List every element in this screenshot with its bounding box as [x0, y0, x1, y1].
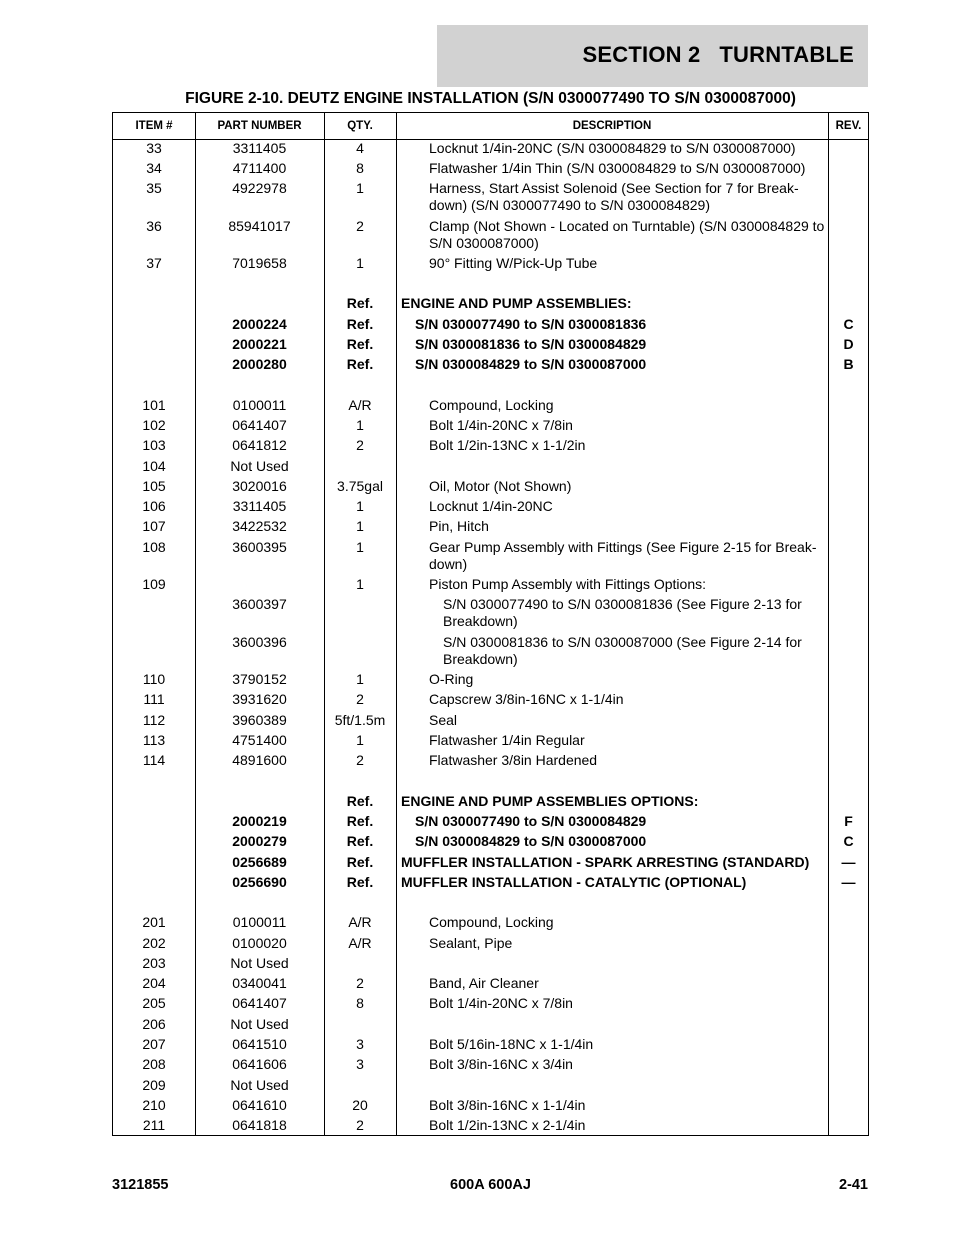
- cell-revision: C: [843, 833, 854, 849]
- cell-part-number: 3600396: [232, 634, 287, 650]
- column-header-item: ITEM #: [135, 120, 173, 132]
- cell-quantity: 1: [356, 518, 364, 534]
- cell-quantity: Ref.: [346, 813, 374, 829]
- cell-description: Bolt 3/8in-16NC x 3/4in: [429, 1056, 573, 1072]
- cell-part-number: 2000224: [232, 316, 287, 332]
- cell-quantity: 2: [356, 691, 364, 707]
- cell-quantity: 4: [356, 140, 364, 156]
- column-header-qty: QTY.: [347, 120, 373, 132]
- cell-part-number: 0100020: [232, 935, 287, 951]
- cell-item-number: 202: [142, 935, 166, 951]
- cell-revision: —: [841, 874, 856, 890]
- cell-quantity: 5ft/1.5m: [334, 712, 386, 728]
- cell-item-number: 105: [142, 478, 166, 494]
- cell-part-number: 3422532: [232, 518, 287, 534]
- cell-description: S/N 0300077490 to S/N 0300081836 (See Figure 2-13 for Breakdown): [443, 596, 802, 629]
- cell-description: Flatwasher 3/8in Hardened: [429, 752, 598, 768]
- cell-item-number: 205: [142, 995, 166, 1011]
- cell-item-number: 203: [142, 955, 166, 971]
- cell-description: Clamp (Not Shown - Located on Turntable) (S/N 0300084829 to S/N 0300087000): [429, 218, 825, 251]
- cell-part-number: 3600397: [232, 596, 287, 612]
- cell-part-number: 0641606: [232, 1056, 287, 1072]
- cell-quantity: Ref.: [346, 316, 374, 332]
- cell-description: Bolt 1/4in-20NC x 7/8in: [429, 995, 573, 1011]
- cell-quantity: 1: [356, 180, 364, 196]
- cell-part-number: 0256689: [232, 854, 287, 870]
- cell-item-number: 112: [142, 712, 166, 728]
- cell-quantity: Ref.: [346, 833, 374, 849]
- cell-item-number: 109: [142, 576, 166, 592]
- cell-item-number: 111: [143, 691, 165, 707]
- cell-item-number: 101: [142, 397, 166, 413]
- cell-quantity: 3: [356, 1036, 364, 1052]
- cell-quantity: 1: [356, 255, 364, 271]
- cell-part-number: 85941017: [228, 218, 291, 234]
- cell-quantity: 2: [356, 975, 364, 991]
- cell-quantity: 2: [356, 752, 364, 768]
- cell-description: Pin, Hitch: [429, 518, 489, 534]
- cell-part-number: 4711400: [232, 160, 287, 176]
- footer-page-number: 2-41: [838, 1177, 868, 1193]
- cell-part-number: Not Used: [230, 1016, 289, 1032]
- cell-description: Capscrew 3/8in-16NC x 1-1/4in: [429, 691, 624, 707]
- cell-quantity: Ref.: [346, 295, 374, 311]
- cell-quantity: 2: [356, 218, 364, 234]
- cell-description: Bolt 1/4in-20NC x 7/8in: [429, 417, 573, 433]
- cell-part-number: 0641407: [232, 417, 287, 433]
- cell-quantity: 1: [356, 671, 364, 687]
- cell-quantity: A/R: [348, 397, 372, 413]
- cell-description: MUFFLER INSTALLATION - SPARK ARRESTING (STANDARD): [401, 854, 810, 870]
- cell-revision: F: [844, 813, 853, 829]
- cell-revision: C: [843, 316, 854, 332]
- cell-description: S/N 0300084829 to S/N 0300087000: [415, 356, 647, 372]
- cell-part-number: 2000280: [232, 356, 287, 372]
- cell-description: Band, Air Cleaner: [429, 975, 539, 991]
- cell-part-number: 3960389: [232, 712, 287, 728]
- cell-item-number: 104: [142, 458, 166, 474]
- cell-description: ENGINE AND PUMP ASSEMBLIES OPTIONS:: [401, 793, 699, 809]
- cell-description: Bolt 1/2in-13NC x 2-1/4in: [429, 1117, 586, 1133]
- cell-quantity: Ref.: [346, 874, 374, 890]
- cell-part-number: 0100011: [232, 914, 287, 930]
- cell-part-number: 2000221: [232, 336, 287, 352]
- cell-item-number: 208: [142, 1056, 166, 1072]
- cell-part-number: 4751400: [232, 732, 287, 748]
- cell-quantity: 3: [356, 1056, 364, 1072]
- cell-part-number: 0340041: [232, 975, 287, 991]
- cell-part-number: 3020016: [232, 478, 287, 494]
- cell-revision: —: [841, 854, 856, 870]
- cell-item-number: 209: [142, 1077, 166, 1093]
- cell-revision: D: [843, 336, 854, 352]
- cell-item-number: 36: [146, 218, 162, 234]
- figure-title: FIGURE 2-10. DEUTZ ENGINE INSTALLATION (S/N 0300077490 TO S/N 0300087000): [185, 90, 796, 107]
- cell-item-number: 110: [142, 671, 166, 687]
- cell-item-number: 114: [142, 752, 166, 768]
- cell-quantity: A/R: [348, 914, 372, 930]
- cell-part-number: 4922978: [232, 180, 287, 196]
- cell-part-number: Not Used: [230, 955, 289, 971]
- cell-description: 90° Fitting W/Pick-Up Tube: [429, 255, 598, 271]
- cell-description: Sealant, Pipe: [429, 935, 513, 951]
- section-title: SECTION 2 TURNTABLE: [582, 42, 854, 67]
- cell-part-number: 0641610: [232, 1097, 287, 1113]
- cell-description: Bolt 3/8in-16NC x 1-1/4in: [429, 1097, 586, 1113]
- cell-item-number: 206: [142, 1016, 166, 1032]
- cell-quantity: 1: [356, 417, 364, 433]
- cell-item-number: 108: [142, 539, 166, 555]
- cell-part-number: 3931620: [232, 691, 287, 707]
- cell-item-number: 107: [142, 518, 166, 534]
- cell-description: S/N 0300077490 to S/N 0300081836: [415, 316, 647, 332]
- cell-item-number: 211: [142, 1117, 166, 1133]
- cell-quantity: 2: [356, 1117, 364, 1133]
- cell-description: S/N 0300077490 to S/N 0300084829: [415, 813, 647, 829]
- cell-item-number: 33: [146, 140, 162, 156]
- cell-item-number: 106: [142, 498, 166, 514]
- footer-model: 600A 600AJ: [450, 1177, 531, 1193]
- column-divider: [828, 113, 829, 1135]
- cell-item-number: 201: [142, 914, 166, 930]
- cell-part-number: 0100011: [232, 397, 287, 413]
- cell-part-number: 4891600: [232, 752, 287, 768]
- cell-part-number: 0641818: [232, 1117, 287, 1133]
- cell-description: Bolt 1/2in-13NC x 1-1/2in: [429, 437, 586, 453]
- cell-quantity: Ref.: [346, 793, 374, 809]
- cell-description: Locknut 1/4in-20NC: [429, 498, 553, 514]
- cell-quantity: 1: [356, 498, 364, 514]
- cell-item-number: 207: [142, 1036, 166, 1052]
- cell-description: Oil, Motor (Not Shown): [429, 478, 572, 494]
- cell-description: S/N 0300084829 to S/N 0300087000: [415, 833, 647, 849]
- cell-description: Piston Pump Assembly with Fittings Options:: [429, 576, 706, 592]
- cell-quantity: A/R: [348, 935, 372, 951]
- cell-part-number: 2000219: [232, 813, 287, 829]
- cell-description: ENGINE AND PUMP ASSEMBLIES:: [401, 295, 632, 311]
- cell-description: Seal: [429, 712, 458, 728]
- cell-description: Gear Pump Assembly with Fittings (See Figure 2-15 for Break-down): [429, 539, 817, 572]
- cell-quantity: 3.75gal: [337, 478, 383, 494]
- cell-quantity: 8: [356, 160, 364, 176]
- cell-description: Flatwasher 1/4in Thin (S/N 0300084829 to S/N 0300087000): [429, 160, 806, 176]
- cell-quantity: 1: [356, 539, 364, 555]
- cell-part-number: 0641510: [232, 1036, 287, 1052]
- column-header-rev: REV.: [835, 120, 862, 132]
- cell-part-number: 7019658: [232, 255, 287, 271]
- cell-part-number: Not Used: [230, 458, 289, 474]
- cell-part-number: 0256690: [232, 874, 287, 890]
- cell-description: O-Ring: [429, 671, 474, 687]
- cell-quantity: 1: [356, 576, 364, 592]
- column-divider: [396, 113, 397, 1135]
- cell-description: Bolt 5/16in-18NC x 1-1/4in: [429, 1036, 594, 1052]
- cell-item-number: 103: [142, 437, 166, 453]
- column-header-description: DESCRIPTION: [572, 120, 652, 132]
- cell-part-number: 0641812: [232, 437, 287, 453]
- cell-item-number: 34: [146, 160, 162, 176]
- cell-item-number: 204: [142, 975, 166, 991]
- cell-revision: B: [843, 356, 854, 372]
- footer-document-number: 3121855: [112, 1177, 169, 1193]
- cell-quantity: Ref.: [346, 336, 374, 352]
- cell-quantity: 2: [356, 437, 364, 453]
- cell-description: Compound, Locking: [429, 914, 554, 930]
- cell-quantity: 8: [356, 995, 364, 1011]
- cell-item-number: 210: [142, 1097, 166, 1113]
- cell-description: Flatwasher 1/4in Regular: [429, 732, 585, 748]
- cell-quantity: Ref.: [346, 356, 374, 372]
- cell-part-number: 3311405: [232, 498, 287, 514]
- parts-table: [112, 112, 869, 1136]
- cell-part-number: 3600395: [232, 539, 287, 555]
- cell-part-number: Not Used: [230, 1077, 289, 1093]
- column-header-part-number: PART NUMBER: [217, 120, 302, 132]
- section-header-banner: [437, 25, 868, 87]
- cell-part-number: 2000279: [232, 833, 287, 849]
- cell-item-number: 102: [142, 417, 166, 433]
- cell-description: Compound, Locking: [429, 397, 554, 413]
- cell-part-number: 3790152: [232, 671, 287, 687]
- cell-description: Locknut 1/4in-20NC (S/N 0300084829 to S/N 0300087000): [429, 140, 796, 156]
- cell-part-number: 0641407: [232, 995, 287, 1011]
- cell-part-number: 3311405: [232, 140, 287, 156]
- cell-description: MUFFLER INSTALLATION - CATALYTIC (OPTIONAL): [401, 874, 747, 890]
- cell-description: S/N 0300081836 to S/N 0300084829: [415, 336, 647, 352]
- cell-description: S/N 0300081836 to S/N 0300087000 (See Figure 2-14 for Breakdown): [443, 634, 802, 667]
- cell-quantity: Ref.: [346, 854, 374, 870]
- cell-description: Harness, Start Assist Solenoid (See Section for 7 for Break-down) (S/N 0300077490 to S/N 0300084829): [429, 180, 799, 213]
- cell-quantity: 20: [352, 1097, 368, 1113]
- cell-quantity: 1: [356, 732, 364, 748]
- cell-item-number: 35: [146, 180, 162, 196]
- cell-item-number: 37: [146, 255, 162, 271]
- cell-item-number: 113: [142, 732, 166, 748]
